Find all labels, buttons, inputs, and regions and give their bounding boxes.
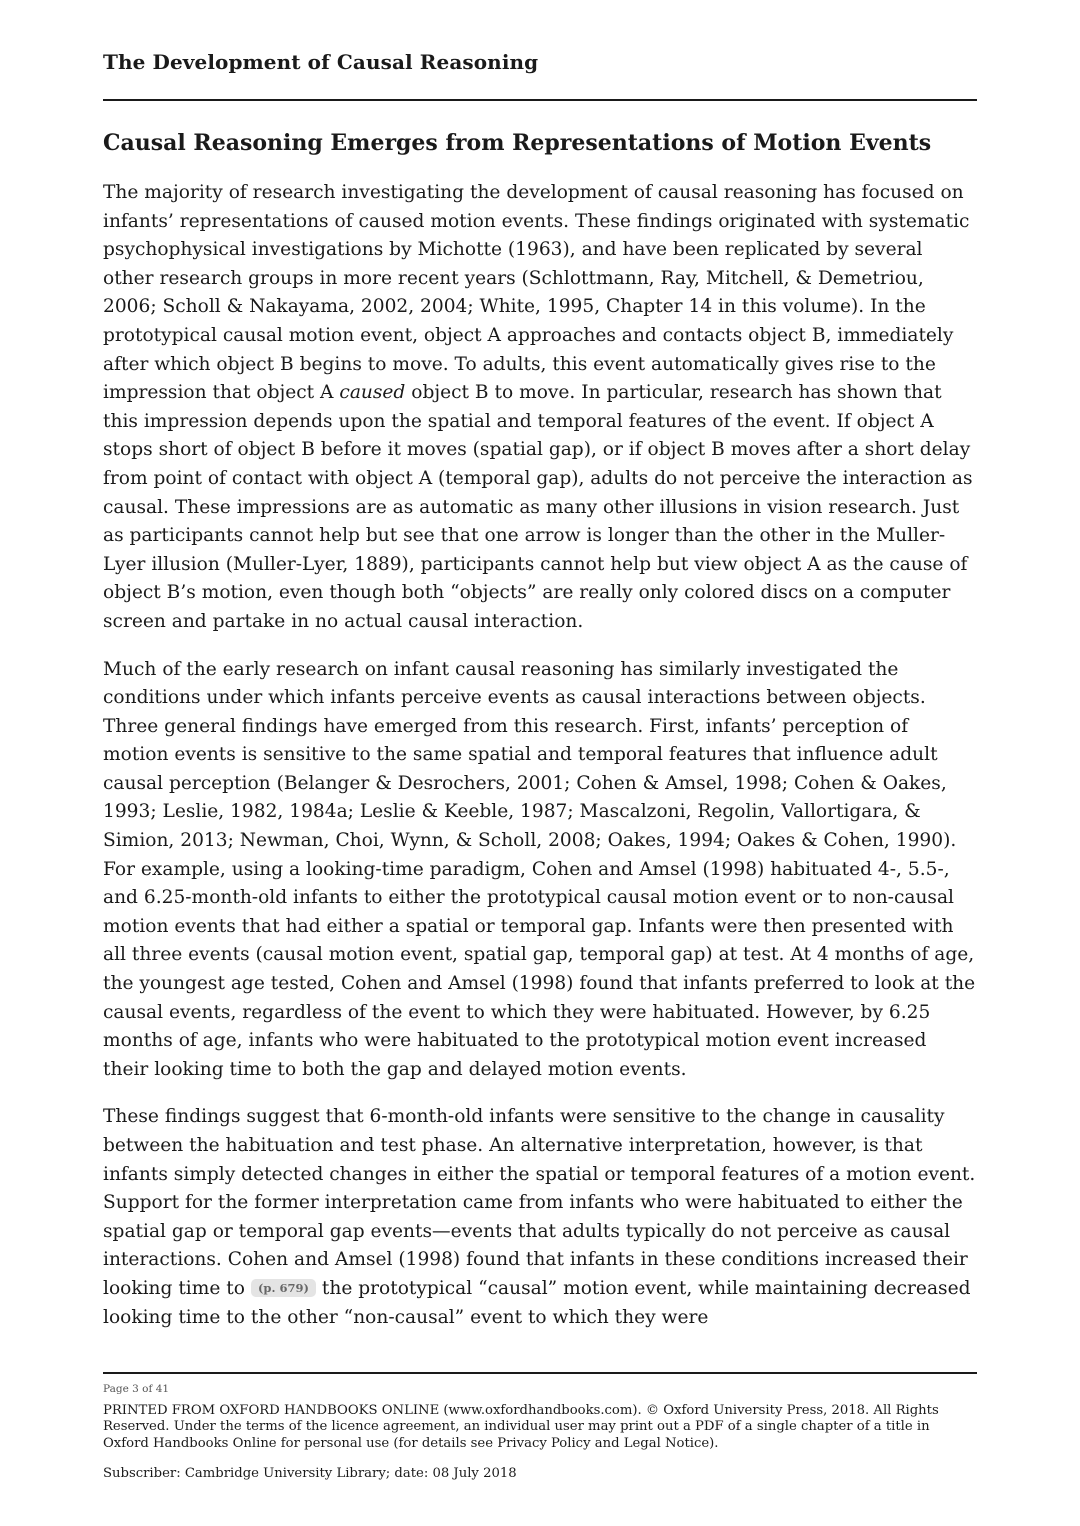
paragraph-1-text-b: object B to move. In particular, research has shown that this impression depends upon the spatial and temporal features of the event. If object A stops short of object B before it moves (spatial gap), or if object B moves after a short delay from point of contact with object A (temporal gap), adults do not perceive the interaction as causal. These impressions are as automatic as many other illusions in vision research. Just as participants cannot help but see that one arrow is longer than the other in the Muller-Lyer illusion (Muller-Lyer, 1889), participants cannot help but view object A as the cause of object B’s motion, even though both “objects” are really only colored discs on a computer screen and partake in no actual causal interaction. [103,382,973,632]
running-title: The Development of Causal Reasoning [103,50,539,74]
body-text [103,179,977,1351]
section-title: Causal Reasoning Emerges from Representations of Motion Events [103,130,932,156]
header-divider [103,99,977,101]
paragraph-1 [103,179,977,637]
emphasis-caused: caused [339,382,406,404]
paragraph-2: Much of the early research on infant causal reasoning has similarly investigated the conditions under which infants perceive events as causal interactions between objects. Three general findings have emerged from this research. First, infants’ perception of motion events is sensitive to the same spatial and temporal features that influence adult causal perception (Belanger & Desrochers, 2001; Cohen & Amsel, 1998; Cohen & Oakes, 1993; Leslie, 1982, 1984a; Leslie & Keeble, 1987; Mascalzoni, Regolin, Vallortigara, & Simion, 2013; Newman, Choi, Wynn, & Scholl, 2008; Oakes, 1994; Oakes & Cohen, 1990). For example, using a looking-time paradigm, Cohen and Amsel (1998) habituated 4-, 5.5-, and 6.25-month-old infants to either the prototypical causal motion event or to non-causal motion events that had either a spatial or temporal gap. Infants were then presented with all three events (causal motion event, spatial gap, temporal gap) at test. At 4 months of age, the youngest age tested, Cohen and Amsel (1998) found that infants preferred to look at the causal events, regardless of the event to which they were habituated. However, by 6.25 months of age, infants who were habituated to the prototypical motion event increased their looking time to both the gap and delayed motion events. [103,658,976,1080]
page-number-marker: (p. 679) [251,1279,316,1297]
copyright-notice: PRINTED FROM OXFORD HANDBOOKS ONLINE (www.oxfordhandbooks.com). © Oxford University Press, 2018. All Rights Reserved. Under the terms of the licence agreement, an individual user may print out a PDF of a single chapter of a title in Oxford Handbooks Online for personal use (for details see Privacy Policy and Legal Notice). [103,1403,939,1451]
paragraph-3-text-b: the prototypical “causal” motion event, while maintaining decreased looking time to the other “non-causal” event to which they were [103,1277,971,1328]
paragraph-3 [103,1103,977,1332]
footer-divider [103,1372,977,1374]
subscriber-info: Subscriber: Cambridge University Library; date: 08 July 2018 [103,1466,517,1481]
paragraph-1-text-a: The majority of research investigating the development of causal reasoning has focused on infants’ representations of caused motion events. These findings originated with systematic psychophysical investigations by Michotte (1963), and have been replicated by several other research groups in more recent years (Schlottmann, Ray, Mitchell, & Demetriou, 2006; Scholl & Nakayama, 2002, 2004; White, 1995, Chapter 14 in this volume). In the prototypical causal motion event, object A approaches and contacts object B, immediately after which object B begins to move. To adults, this event automatically gives rise to the impression that object A [103,182,970,404]
paragraph-3-text-a: These findings suggest that 6-month-old infants were sensitive to the change in causality between the habituation and test phase. An alternative interpretation, however, is that infants simply detected changes in either the spatial or temporal features of a motion event. Support for the former interpretation came from infants who were habituated to either the spatial gap or temporal gap events—events that adults typically do not perceive as causal interactions. Cohen and Amsel (1998) found that infants in these conditions increased their looking time to [103,1106,976,1299]
page-count-label: Page 3 of 41 [103,1383,170,1395]
